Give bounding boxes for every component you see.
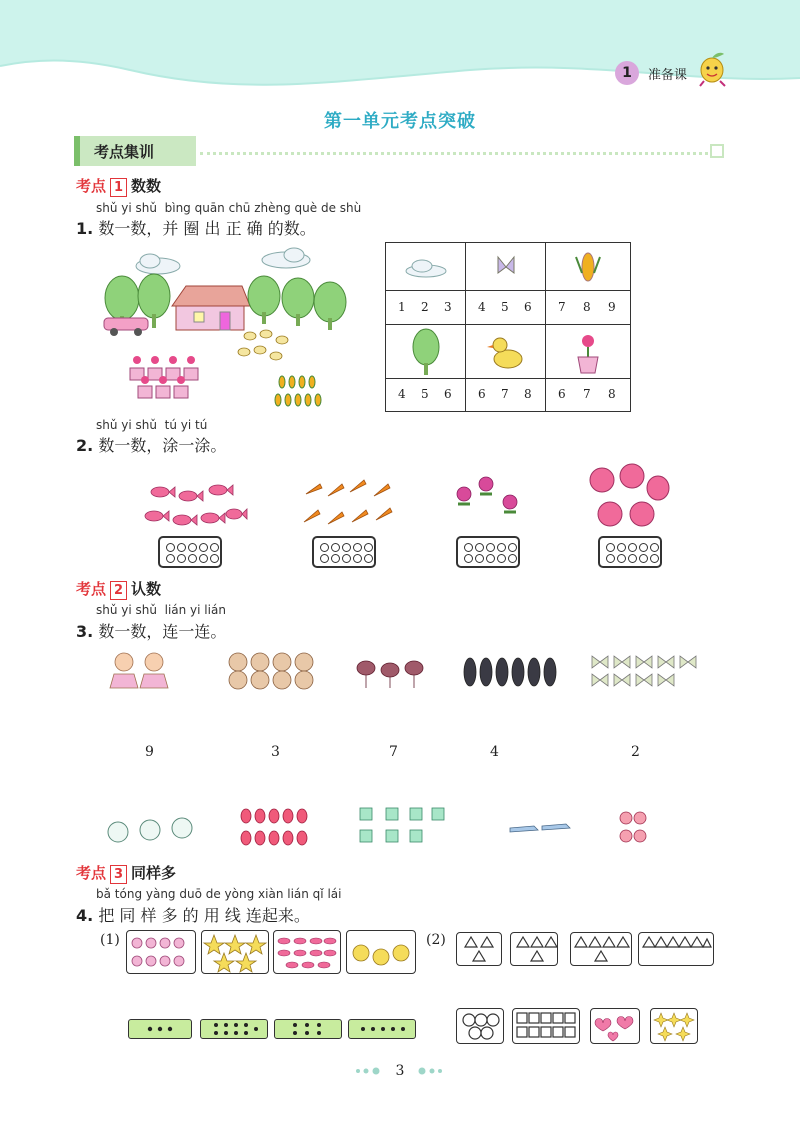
plane-group-icon [510, 824, 570, 832]
q4-box-circles[interactable] [456, 1008, 504, 1044]
page-title: 第一单元考点突破 [324, 111, 476, 132]
carrot-icon [304, 510, 320, 522]
q3-pinyin: shǔ yi shǔ lián yi lián [96, 603, 226, 617]
dot-group-icon [275, 1020, 341, 1038]
lantern-icon [598, 502, 622, 526]
q4-part1-label: (1) [100, 932, 120, 948]
fish-icon [209, 485, 233, 495]
section-divider [200, 152, 708, 155]
grid-options-row2-col1: 4 5 6 [386, 379, 466, 411]
q3-number-4[interactable]: 4 [490, 744, 499, 760]
q4-question: 4. 把 同 样 多 的 用 线 连起来。 [76, 906, 310, 925]
carrot-icon [328, 512, 344, 524]
q2-color-tray-4[interactable] [598, 536, 662, 568]
rose-icon [457, 487, 471, 504]
q1-question: 1. 数一数，并 圈 出 正 确 的数。 [76, 219, 316, 238]
dot-group-icon [201, 1020, 267, 1038]
corn-icon [576, 253, 600, 281]
flower-pot-group-icon [130, 356, 198, 398]
fish-icon [179, 491, 203, 501]
section-divider-end [710, 144, 724, 158]
q4-box-triangles-6[interactable] [638, 932, 714, 966]
lantern-icon [590, 468, 614, 492]
kaodian-2-heading: 考点 2 认数 [76, 580, 162, 598]
q3-number-3[interactable]: 7 [389, 744, 398, 760]
dot-group-icon [129, 1020, 191, 1038]
q4-box-fish[interactable] [273, 930, 341, 974]
rose-icon [479, 477, 493, 494]
q2-color-tray-3[interactable] [456, 536, 520, 568]
strawberry-group-icon [241, 809, 307, 845]
flower-pot-icon [578, 335, 598, 373]
q2-pinyin: shǔ yi shǔ tú yi tú [96, 418, 208, 432]
penguin-group-icon [464, 658, 556, 686]
tree-icon [413, 329, 439, 375]
q1-answer-grid [385, 242, 631, 412]
header-wave-background [0, 0, 800, 110]
corn-group-icon [275, 376, 321, 406]
q4-box-hearts[interactable] [590, 1008, 640, 1044]
grid-options-row1-col3: 7 8 9 [546, 291, 630, 325]
triangle-group-icon [457, 933, 501, 965]
q2-question: 2. 数一数，涂一涂。 [76, 436, 227, 455]
q4-box-flowers[interactable] [126, 930, 196, 974]
q2-fish-group [144, 478, 248, 530]
grid-cell-corn [546, 243, 630, 291]
apple-group-icon [620, 812, 646, 842]
q4-box-triangles-3[interactable] [456, 932, 502, 966]
carrot-icon [350, 480, 366, 492]
heart-group-icon [591, 1009, 639, 1043]
girl-icon [140, 653, 168, 688]
carrot-icon [376, 508, 392, 520]
fish-group-icon [274, 931, 340, 973]
q3-top-images [104, 648, 704, 696]
q4-domino-8[interactable] [200, 1019, 268, 1039]
q2-carrot-group [300, 474, 400, 530]
kaodian-3-heading: 考点 3 同样多 [76, 864, 177, 882]
unit-badge-label: 准备课 [648, 68, 688, 83]
carrot-icon [306, 484, 322, 494]
q2-rose-group [450, 474, 528, 520]
q4-domino-6[interactable] [274, 1019, 342, 1039]
car-icon [104, 318, 148, 336]
tree-icon [314, 282, 346, 330]
triangle-group-icon [511, 933, 557, 965]
lantern-icon [630, 502, 654, 526]
q4-box-triangles-4[interactable] [510, 932, 558, 966]
house-icon [172, 286, 250, 330]
kaodian-1-heading: 考点 1 数数 [76, 177, 162, 195]
tree-icon [248, 276, 280, 324]
triangle-group-icon [639, 933, 713, 965]
dot-group-icon [349, 1020, 415, 1038]
grid-cell-duck [466, 325, 546, 379]
ostrich-group-icon [357, 661, 423, 688]
grid-cell-butterfly [466, 243, 546, 291]
flower-group-icon [127, 931, 195, 973]
carrot-icon [328, 484, 344, 496]
grid-options-row1-col2: 4 5 6 [466, 291, 546, 325]
cloud-icon [262, 248, 310, 268]
butterfly-group-icon [592, 656, 696, 686]
q4-box-chicks[interactable] [346, 930, 416, 974]
q4-box-sparkles[interactable] [650, 1008, 698, 1044]
butterfly-icon [498, 257, 514, 273]
fish-icon [201, 513, 225, 523]
q3-question: 3. 数一数，连一连。 [76, 622, 227, 641]
bear-group-icon [229, 653, 313, 689]
carrot-icon [374, 484, 390, 496]
carrot-icon [352, 510, 368, 522]
q4-part2-label: (2) [426, 932, 446, 948]
lantern-icon [620, 464, 644, 488]
fish-icon [151, 487, 175, 497]
q3-number-5[interactable]: 2 [631, 744, 640, 760]
triangle-group-icon [571, 933, 631, 965]
duck-group-icon [238, 330, 288, 360]
q4-box-stars[interactable] [201, 930, 269, 974]
q4-box-squares[interactable] [512, 1008, 580, 1044]
q3-bottom-images [104, 804, 664, 852]
unit-badge: 1 [615, 61, 639, 85]
q4-pinyin: bǎ tóng yàng duō de yòng xiàn lián qǐ lái [96, 887, 342, 901]
grid-options-row1-col1: 1 2 3 [386, 291, 466, 325]
q3-number-1[interactable]: 9 [145, 744, 154, 760]
q4-box-triangles-5[interactable] [570, 932, 632, 966]
q2-color-tray-2[interactable] [312, 536, 376, 568]
q4-domino-3[interactable] [128, 1019, 192, 1039]
lemon-mascot-icon [694, 48, 730, 88]
teapot-group-icon [108, 818, 192, 842]
square-group-icon [513, 1009, 579, 1043]
fish-icon [173, 515, 197, 525]
cloud-icon [136, 254, 180, 274]
q2-lantern-group [588, 462, 670, 532]
q1-scene-image [98, 246, 354, 414]
grid-options-row2-col2: 6 7 8 [466, 379, 546, 411]
chick-group-icon [347, 931, 415, 973]
grid-cell-cloud [386, 243, 466, 291]
rose-icon [503, 495, 517, 512]
fish-icon [145, 511, 169, 521]
duck-icon [487, 338, 522, 368]
grid-cell-tree [386, 325, 466, 379]
lantern-icon [647, 476, 669, 500]
grid-cell-flowerpot [546, 325, 630, 379]
section-tab [74, 136, 196, 166]
sparkle-group-icon [651, 1009, 697, 1043]
q3-number-2[interactable]: 3 [271, 744, 280, 760]
q1-pinyin: shǔ yi shǔ bìng quān chū zhèng què de shù [96, 201, 362, 215]
q2-color-tray-1[interactable] [158, 536, 222, 568]
page-number: 3 [395, 1063, 405, 1079]
tree-icon [282, 278, 314, 326]
grid-options-row2-col3: 6 7 8 [558, 387, 616, 401]
fish-icon [226, 509, 247, 519]
cloud-icon [406, 260, 446, 277]
section-tab-label: 考点集训 [94, 143, 155, 161]
q4-domino-5[interactable] [348, 1019, 416, 1039]
circle-group-icon [457, 1009, 503, 1043]
girl-icon [110, 653, 138, 688]
cup-group-icon [360, 808, 444, 842]
star-group-icon [202, 931, 268, 973]
